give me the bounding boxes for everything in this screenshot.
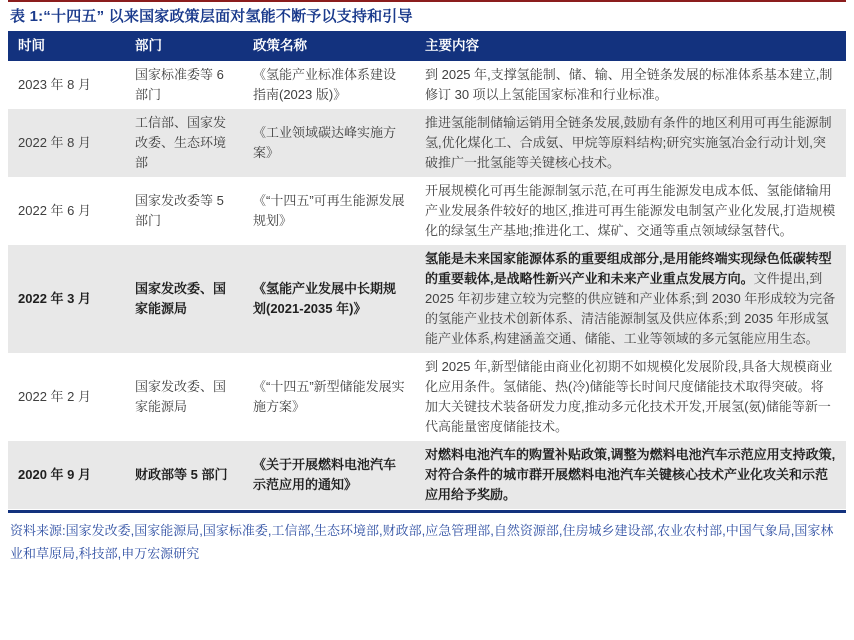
column-header-time: 时间 xyxy=(8,31,125,61)
cell-department: 国家发改委等 5 部门 xyxy=(135,193,224,228)
cell-policy-name: 《“十四五”新型储能发展实施方案》 xyxy=(253,379,405,414)
table-title: 表 1:“十四五” 以来国家政策层面对氢能不断予以支持和引导 xyxy=(10,8,413,25)
cell-policy-name: 《工业领域碳达峰实施方案》 xyxy=(253,125,397,160)
cell-main-content xyxy=(415,61,846,109)
cell-time: 2022 年 2 月 xyxy=(18,389,91,404)
cell-policy-name: 《氢能产业发展中长期规划(2021-2035 年)》 xyxy=(253,281,397,316)
cell-time: 2022 年 8 月 xyxy=(18,135,91,150)
table-body xyxy=(8,61,846,509)
content-segment: 到 2025 年,新型储能由商业化初期不如规模化发展阶段,具备大规模商业化应用条件。氢储能、热(冷)储能等长时间尺度储能技术取得突破。将加大关键技术装备研发力度,推动多元化技术开发,开展氢(氨)储能等新一代高能量密度储能技术。 xyxy=(425,359,833,434)
cell-main-content xyxy=(415,441,846,509)
cell-time: 2022 年 6 月 xyxy=(18,203,91,218)
column-header-main-content: 主要内容 xyxy=(415,31,846,61)
column-header-department: 部门 xyxy=(125,31,243,61)
content-segment: 开展规模化可再生能源制氢示范,在可再生能源发电成本低、氢能储输用产业发展条件较好的地区,推进可再生能源发电制氢产业化发展,打造规模化的绿氢生产基地;推进化工、煤矿、交通等重点领域绿氢替代。 xyxy=(425,183,836,238)
cell-main-content xyxy=(415,177,846,245)
content-segment-bold: 氢能是未来国家能源体系的重要组成部分,是用能终端实现绿色低碳转型的重要载体,是战略性新兴产业和未来产业重点发展方向。 xyxy=(425,251,832,286)
table-row xyxy=(8,441,846,509)
table-row xyxy=(8,109,846,177)
cell-department: 财政部等 5 部门 xyxy=(135,467,228,482)
table-header-row xyxy=(8,31,846,61)
cell-policy-name: 《关于开展燃料电池汽车示范应用的通知》 xyxy=(253,457,397,492)
column-header-policy-name: 政策名称 xyxy=(243,31,415,61)
source-note: 资料来源:国家发改委,国家能源局,国家标准委,工信部,生态环境部,财政部,应急管理部,自然资源部,住房城乡建设部,农业农村部,中国气象局,国家林业和草原局,科技部,申万宏源研究 xyxy=(10,523,834,561)
cell-time: 2022 年 3 月 xyxy=(18,291,91,306)
table-row xyxy=(8,61,846,109)
policy-table xyxy=(8,31,846,509)
cell-policy-name: 《“十四五”可再生能源发展规划》 xyxy=(253,193,405,228)
cell-main-content xyxy=(415,245,846,353)
cell-department: 国家标准委等 6 部门 xyxy=(135,67,224,102)
content-segment: 推进氢能制储输运销用全链条发展,鼓励有条件的地区利用可再生能源制氢,优化煤化工、合成氨、甲烷等原料结构;研究实施氢冶金行动计划,突破推广一批氢能等关键核心技术。 xyxy=(425,115,832,170)
content-segment-bold: 对燃料电池汽车的购置补贴政策,调整为燃料电池汽车示范应用支持政策,对符合条件的城市群开展燃料电池汽车关键核心技术产业化攻关和示范应用给予奖励。 xyxy=(425,447,836,502)
table-row xyxy=(8,245,846,353)
content-segment: 到 2025 年,支撑氢能制、储、输、用全链条发展的标准体系基本建立,制修订 30 项以上氢能国家标准和行业标准。 xyxy=(425,67,833,102)
content-segment: 文件提出,到 2025 年初步建立较为完整的供应链和产业体系;到 2030 年形成较为完备的氢能产业技术创新体系、清洁能源制氢及供应体系;到 2035 年形成氢能产业体系,构建涵盖交通、储能、工业等领域的多元氢能应用生态。 xyxy=(425,271,836,346)
cell-policy-name: 《氢能产业标准体系建设指南(2023 版)》 xyxy=(253,67,397,102)
cell-main-content xyxy=(415,353,846,441)
cell-department: 工信部、国家发改委、生态环境部 xyxy=(135,115,227,170)
cell-time: 2023 年 8 月 xyxy=(18,77,91,92)
cell-department: 国家发改委、国家能源局 xyxy=(135,379,227,414)
cell-main-content xyxy=(415,109,846,177)
table-row xyxy=(8,177,846,245)
cell-department: 国家发改委、国家能源局 xyxy=(135,281,227,316)
cell-time: 2020 年 9 月 xyxy=(18,467,91,482)
table-row xyxy=(8,353,846,441)
